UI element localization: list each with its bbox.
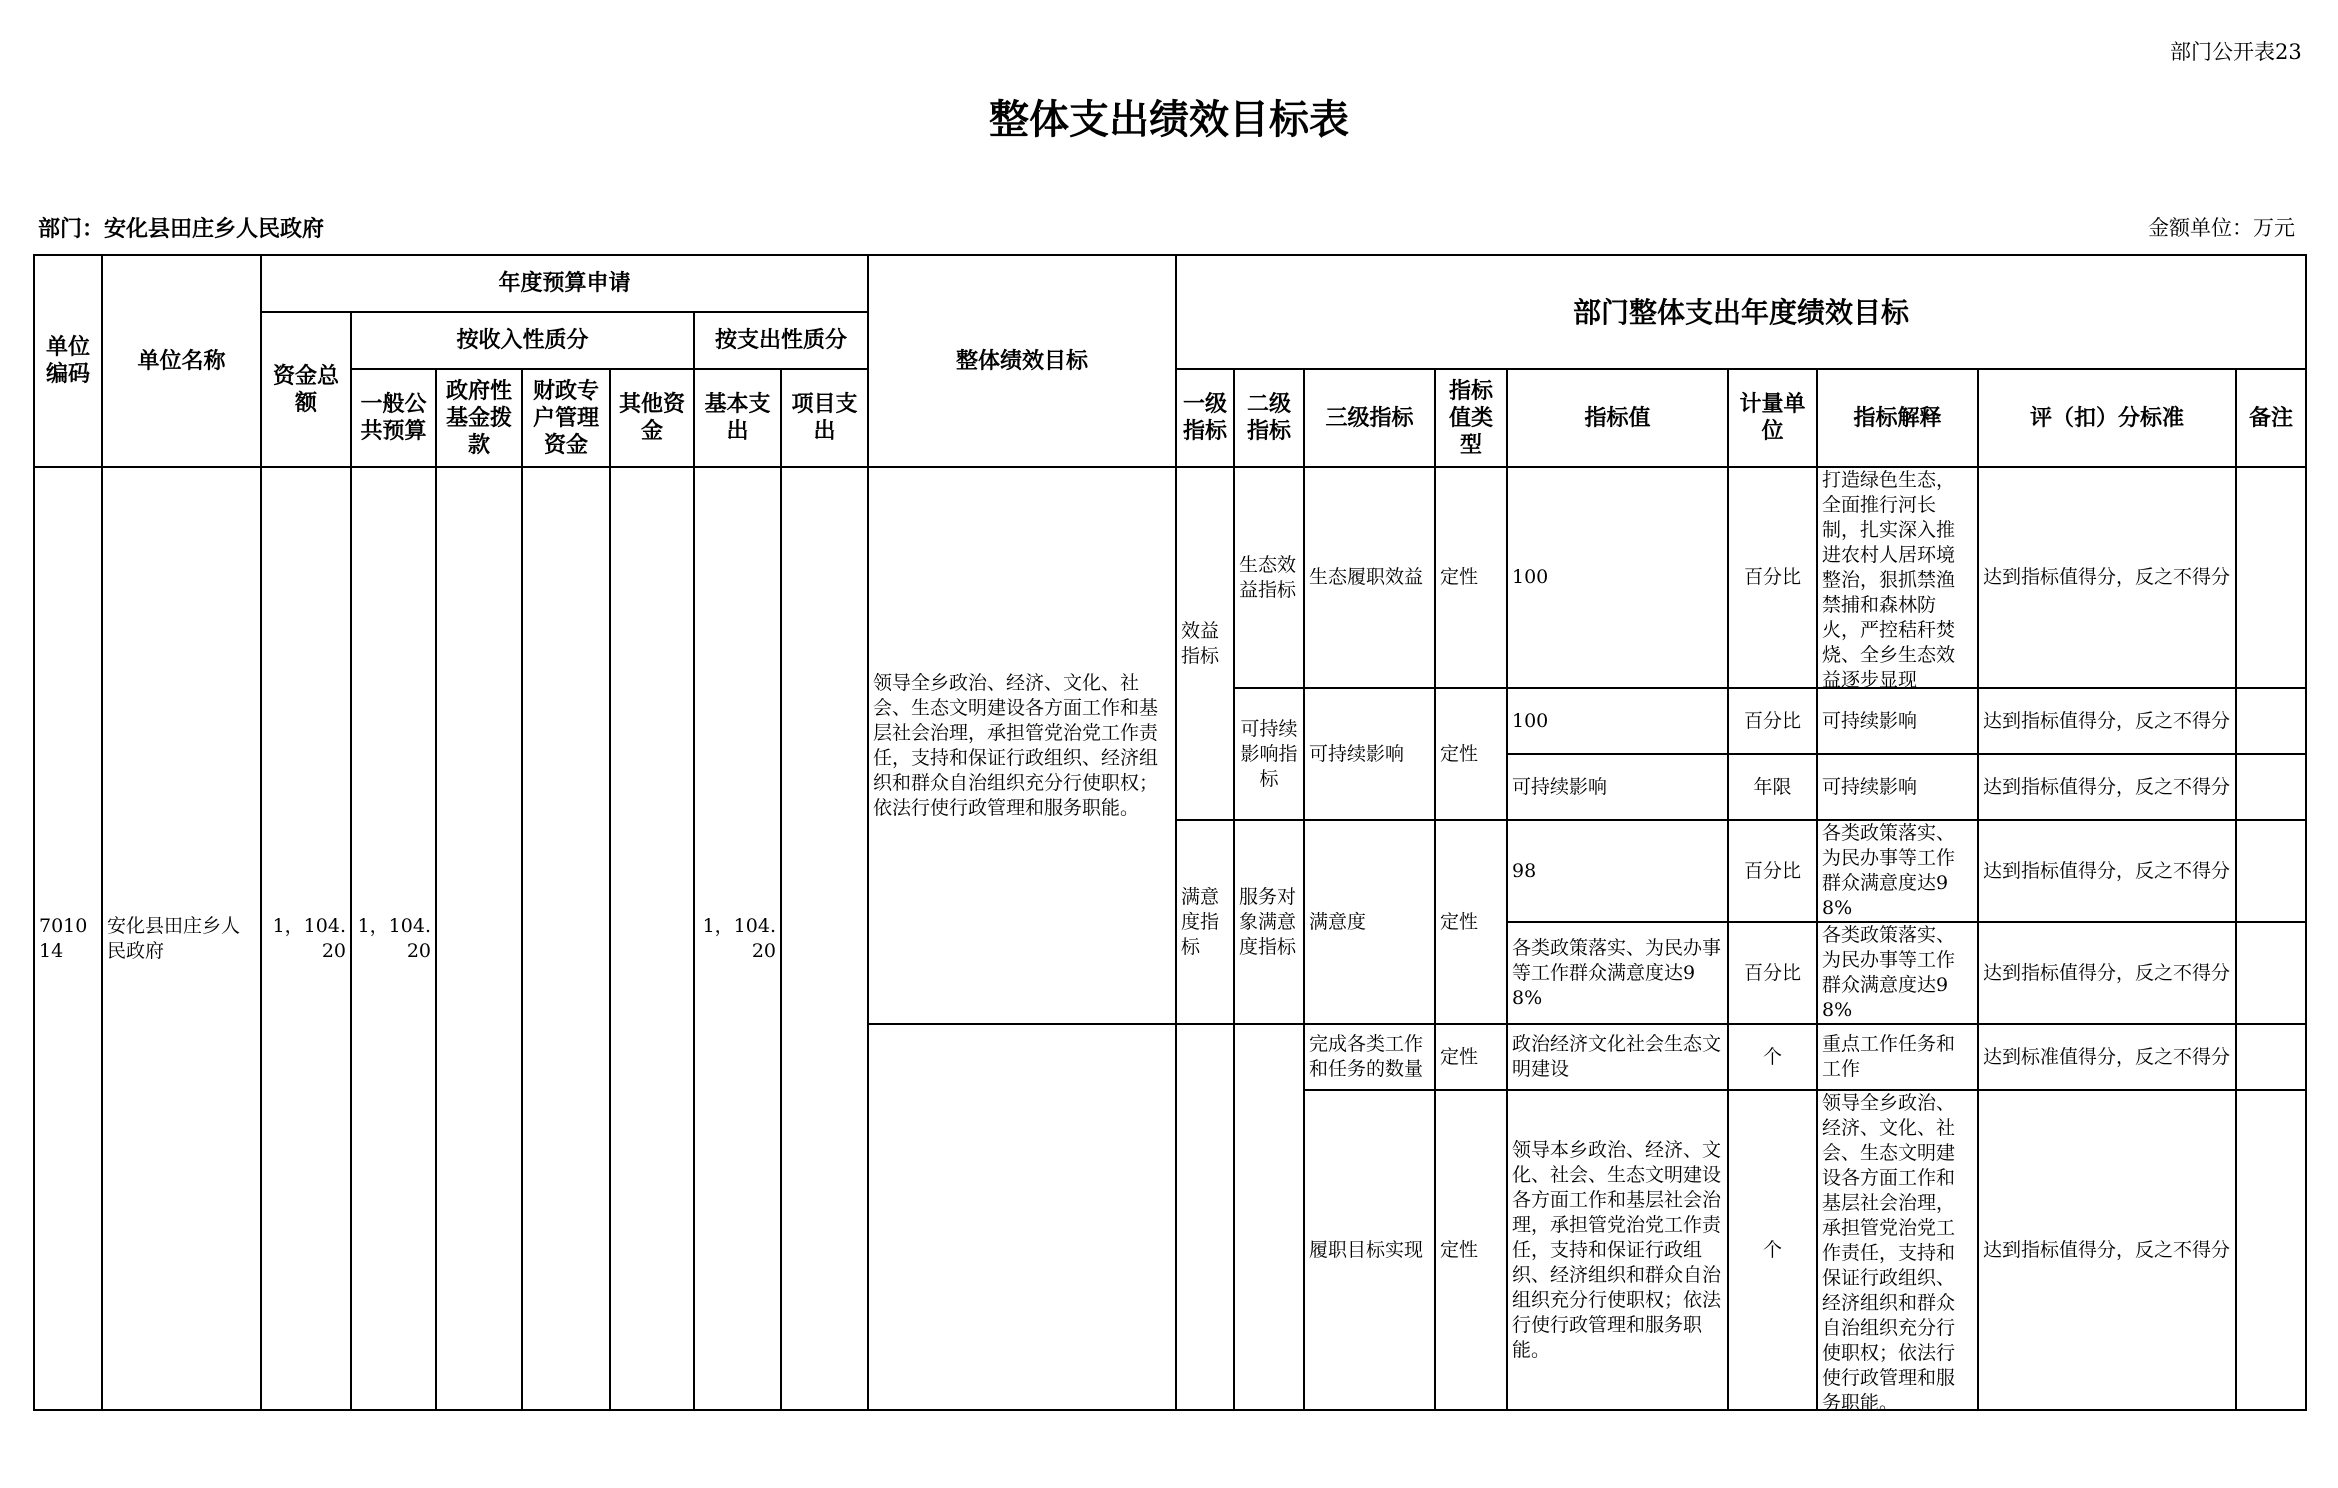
group-sustain: 可持续影响指标 [1234, 688, 1304, 820]
row1-unit: 百分比 [1728, 467, 1817, 688]
row3-value: 可持续影响 [1507, 754, 1728, 820]
header-fiscal-special: 财政专户管理资金 [522, 369, 610, 467]
header-gov-fund: 政府性基金拨款 [436, 369, 522, 467]
row2-score: 达到指标值得分，反之不得分 [1978, 688, 2236, 754]
row2-l3: 可持续影响 [1304, 688, 1435, 820]
row6-value: 政治经济文化社会生态文明建设 [1507, 1024, 1728, 1090]
row5-exp: 各类政策落实、为民办事等工作群众满意度达98% [1817, 922, 1978, 1024]
department-label: 部门：安化县田庄乡人民政府 [38, 217, 325, 242]
header-annual-budget: 年度预算申请 [261, 255, 868, 312]
amount-unit-label: 金额单位：万元 [2148, 216, 2295, 240]
header-unit-name: 单位名称 [102, 255, 261, 467]
row6-unit: 个 [1728, 1024, 1817, 1090]
row7-exp-text: 领导全乡政治、经济、文化、社会、生态文明建设各方面工作和基层社会治理，承担管党治党工作责任，支持和保证行政组织、经济组织和群众自治组织充分行使职权；依法行使行政管理和服务职能。 [1822, 1092, 1956, 1414]
row2-unit: 百分比 [1728, 688, 1817, 754]
row6-remark [2236, 1024, 2306, 1090]
group-satisfaction: 满意度指标 [1176, 820, 1234, 1024]
row5-remark [2236, 922, 2306, 1024]
row1-l3: 生态履职效益 [1304, 467, 1435, 688]
row2-exp: 可持续影响 [1817, 688, 1978, 754]
row2-remark [2236, 688, 2306, 754]
unit-code-cell: 701014 [34, 467, 102, 1410]
row3-score: 达到指标值得分，反之不得分 [1978, 754, 2236, 820]
header-annual-goal: 部门整体支出年度绩效目标 [1176, 255, 2306, 369]
row7-value: 领导本乡政治、经济、文化、社会、生态文明建设各方面工作和基层社会治理，承担管党治党工作责任，支持和保证行政组织、经济组织和群众自治组织充分行使职权；依法行使行政管理和服务职能。 [1507, 1090, 1728, 1410]
header-level1: 一级指标 [1176, 369, 1234, 467]
unit-name-cell: 安化县田庄乡人民政府 [102, 467, 261, 1410]
row6-l2 [1234, 1024, 1304, 1410]
page-title: 整体支出绩效目标表 [989, 97, 1349, 143]
header-measure-unit: 计量单位 [1728, 369, 1817, 467]
header-level3: 三级指标 [1304, 369, 1435, 467]
row3-unit: 年限 [1728, 754, 1817, 820]
basic-expense-cell: 1，104.20 [694, 467, 781, 1410]
general-budget-cell: 1，104.20 [351, 467, 436, 1410]
header-by-expense: 按支出性质分 [694, 312, 868, 369]
project-expense-cell [781, 467, 868, 1410]
total-funds-cell: 1，104.20 [261, 467, 351, 1410]
row1-type: 定性 [1435, 467, 1507, 688]
table-row [34, 467, 2306, 688]
row2-value: 100 [1507, 688, 1728, 754]
header-unit-code: 单位编码 [34, 255, 102, 467]
row4-value: 98 [1507, 820, 1728, 922]
header-by-income: 按收入性质分 [351, 312, 694, 369]
row4-l3: 满意度 [1304, 820, 1435, 1024]
row5-value: 各类政策落实、为民办事等工作群众满意度达98% [1507, 922, 1728, 1024]
row6-l3: 完成各类工作和任务的数量 [1304, 1024, 1435, 1090]
row1-score: 达到指标值得分，反之不得分 [1978, 467, 2236, 688]
row4-remark [2236, 820, 2306, 922]
row4-exp: 各类政策落实、为民办事等工作群众满意度达98% [1817, 820, 1978, 922]
row7-type: 定性 [1435, 1090, 1507, 1410]
group-benefit: 效益指标 [1176, 467, 1234, 820]
row3-remark [2236, 754, 2306, 820]
row4-unit: 百分比 [1728, 820, 1817, 922]
row1-value: 100 [1507, 467, 1728, 688]
performance-table [33, 254, 2307, 1414]
row2-type: 定性 [1435, 688, 1507, 820]
overall-goal-cell-2 [868, 1024, 1176, 1410]
row7-unit: 个 [1728, 1090, 1817, 1410]
header-basic-expense: 基本支出 [694, 369, 781, 467]
row7-remark [2236, 1090, 2306, 1410]
header-project-expense: 项目支出 [781, 369, 868, 467]
header-general-budget: 一般公共预算 [351, 369, 436, 467]
header-remarks: 备注 [2236, 369, 2306, 467]
overall-goal-cell: 领导全乡政治、经济、文化、社会、生态文明建设各方面工作和基层社会治理，承担管党治党工作责任，支持和保证行政组织、经济组织和群众自治组织充分行使职权；依法行使行政管理和服务职能。 [868, 467, 1176, 1024]
row4-type: 定性 [1435, 820, 1507, 1024]
row5-unit: 百分比 [1728, 922, 1817, 1024]
other-funds-cell [610, 467, 694, 1410]
header-overall-goal: 整体绩效目标 [868, 255, 1176, 467]
header-scoring: 评（扣）分标准 [1978, 369, 2236, 467]
row4-score: 达到指标值得分，反之不得分 [1978, 820, 2236, 922]
row7-score: 达到指标值得分，反之不得分 [1978, 1090, 2236, 1410]
row6-type: 定性 [1435, 1024, 1507, 1090]
row3-exp: 可持续影响 [1817, 754, 1978, 820]
fiscal-special-cell [522, 467, 610, 1410]
header-other-funds: 其他资金 [610, 369, 694, 467]
row6-l1 [1176, 1024, 1234, 1410]
row5-score: 达到指标值得分，反之不得分 [1978, 922, 2236, 1024]
header-level2: 二级指标 [1234, 369, 1304, 467]
header-total-funds: 资金总额 [261, 312, 351, 467]
row7-l3: 履职目标实现 [1304, 1090, 1435, 1410]
row6-exp: 重点工作任务和工作 [1817, 1024, 1978, 1090]
group-service: 服务对象满意度指标 [1234, 820, 1304, 1024]
row6-score: 达到标准值得分，反之不得分 [1978, 1024, 2236, 1090]
header-value: 指标值 [1507, 369, 1728, 467]
table-number: 部门公开表23 [2170, 40, 2302, 64]
row7-exp [1817, 1090, 1978, 1414]
header-value-type: 指标值类型 [1435, 369, 1507, 467]
row1-remark [2236, 467, 2306, 688]
row1-exp [1817, 467, 1978, 691]
group-eco: 生态效益指标 [1234, 467, 1304, 688]
row1-exp-text: 打造绿色生态，全面推行河长制，扎实深入推进农村人居环境整治，狠抓禁渔禁捕和森林防火，严控秸秆焚烧、全乡生态效益逐步显现 [1822, 469, 1956, 691]
gov-fund-cell [436, 467, 522, 1410]
header-explanation: 指标解释 [1817, 369, 1978, 467]
